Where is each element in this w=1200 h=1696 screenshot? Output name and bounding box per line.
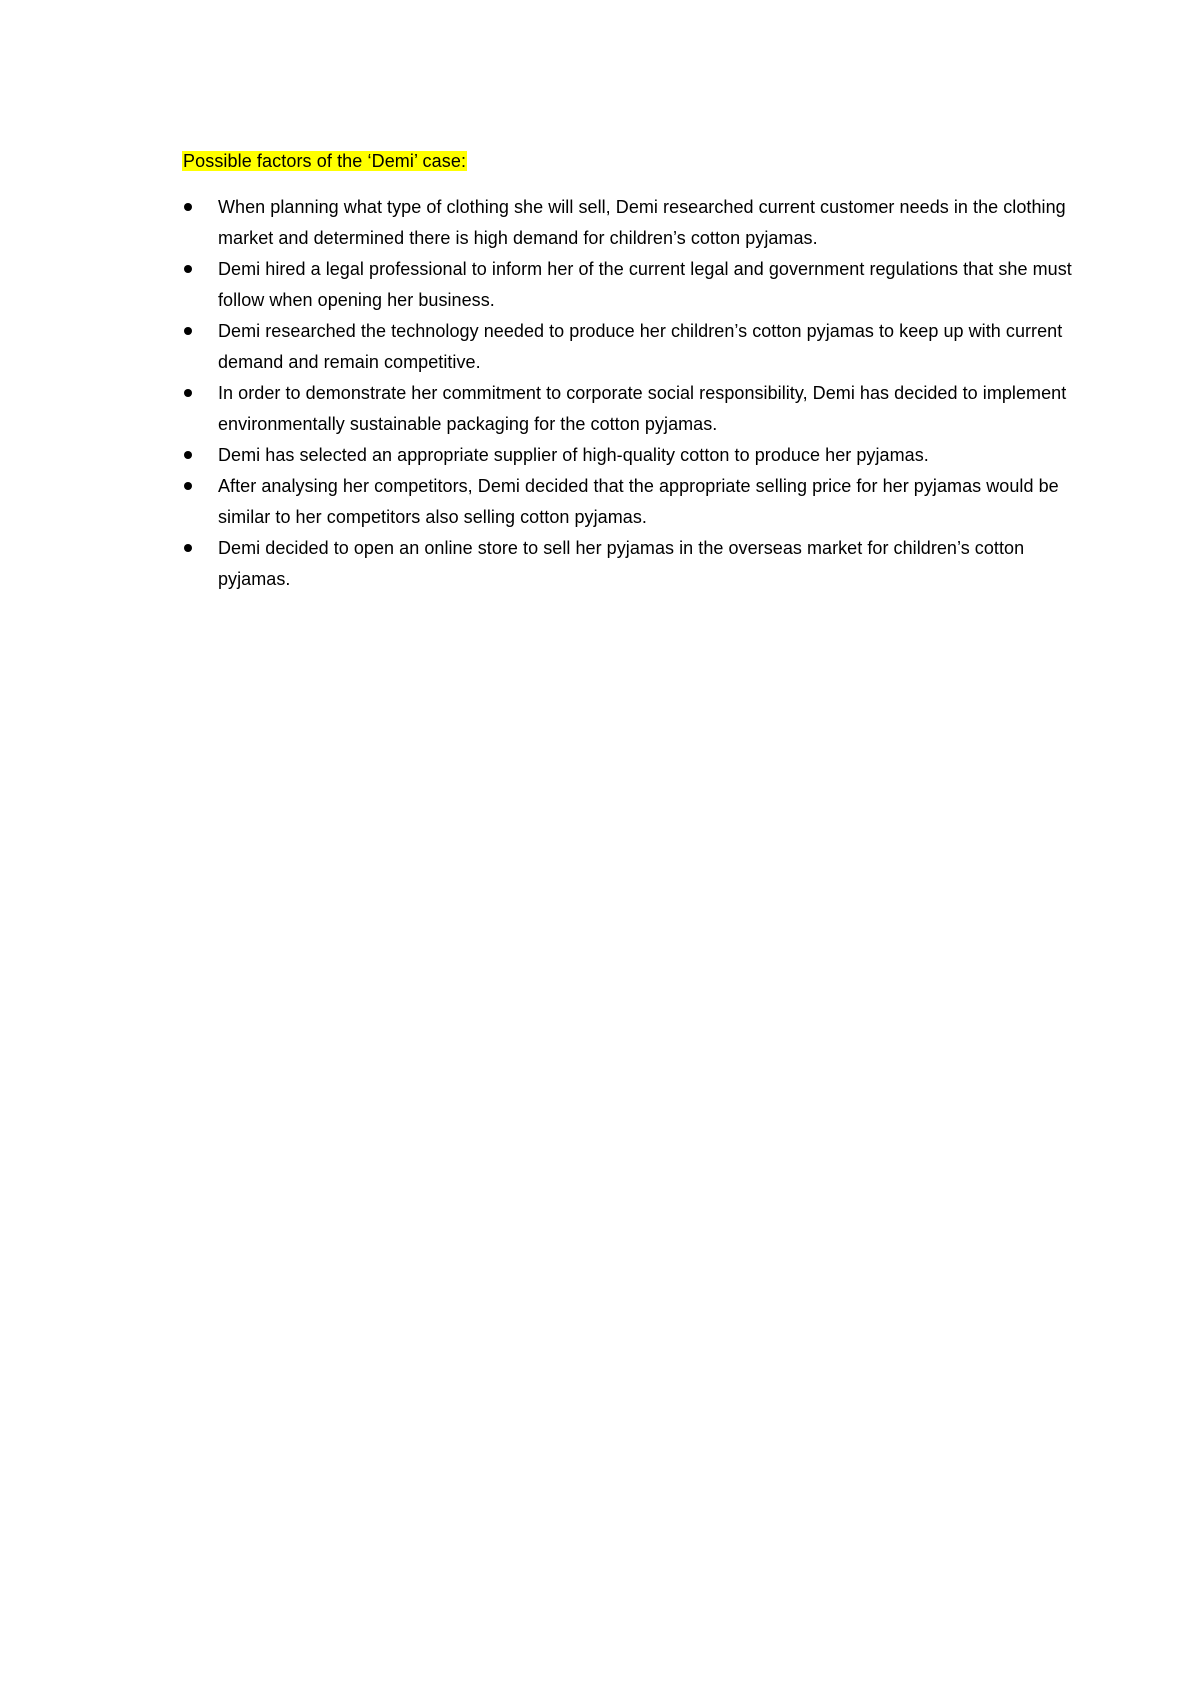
list-item — [182, 533, 1082, 595]
list-item — [182, 254, 1082, 316]
heading-row — [182, 148, 1082, 174]
bullet-icon — [184, 265, 192, 273]
list-item — [182, 378, 1082, 440]
list-item — [182, 440, 1082, 471]
list-item-text: In order to demonstrate her commitment to corporate social responsibility, Demi has decided to implement environmentally sustainable packaging for the cotton pyjamas. — [218, 383, 1067, 434]
bullet-icon — [184, 544, 192, 552]
list-item — [182, 316, 1082, 378]
list-item-text: Demi has selected an appropriate supplier of high-quality cotton to produce her pyjamas. — [218, 445, 929, 465]
bullet-icon — [184, 451, 192, 459]
list-item-text: Demi researched the technology needed to produce her children’s cotton pyjamas to keep up with current demand and remain competitive. — [218, 321, 1063, 372]
list-item-text: After analysing her competitors, Demi decided that the appropriate selling price for her pyjamas would be similar to her competitors also selling cotton pyjamas. — [218, 476, 1059, 527]
highlighted-heading: Possible factors of the ‘Demi’ case: — [183, 151, 467, 171]
list-item-text: When planning what type of clothing she will sell, Demi researched current customer needs in the clothing market and determined there is high demand for children’s cotton pyjamas. — [218, 197, 1066, 248]
bullet-icon — [184, 389, 192, 397]
list-item-text: Demi decided to open an online store to sell her pyjamas in the overseas market for children’s cotton pyjamas. — [218, 538, 1025, 589]
factors-list — [182, 192, 1082, 595]
bullet-icon — [184, 203, 192, 211]
bullet-icon — [184, 482, 192, 490]
list-item — [182, 192, 1082, 254]
document-content — [182, 148, 1082, 595]
bullet-icon — [184, 327, 192, 335]
list-item-text: Demi hired a legal professional to inform her of the current legal and government regulations that she must follow when opening her business. — [218, 259, 1072, 310]
list-item — [182, 471, 1082, 533]
